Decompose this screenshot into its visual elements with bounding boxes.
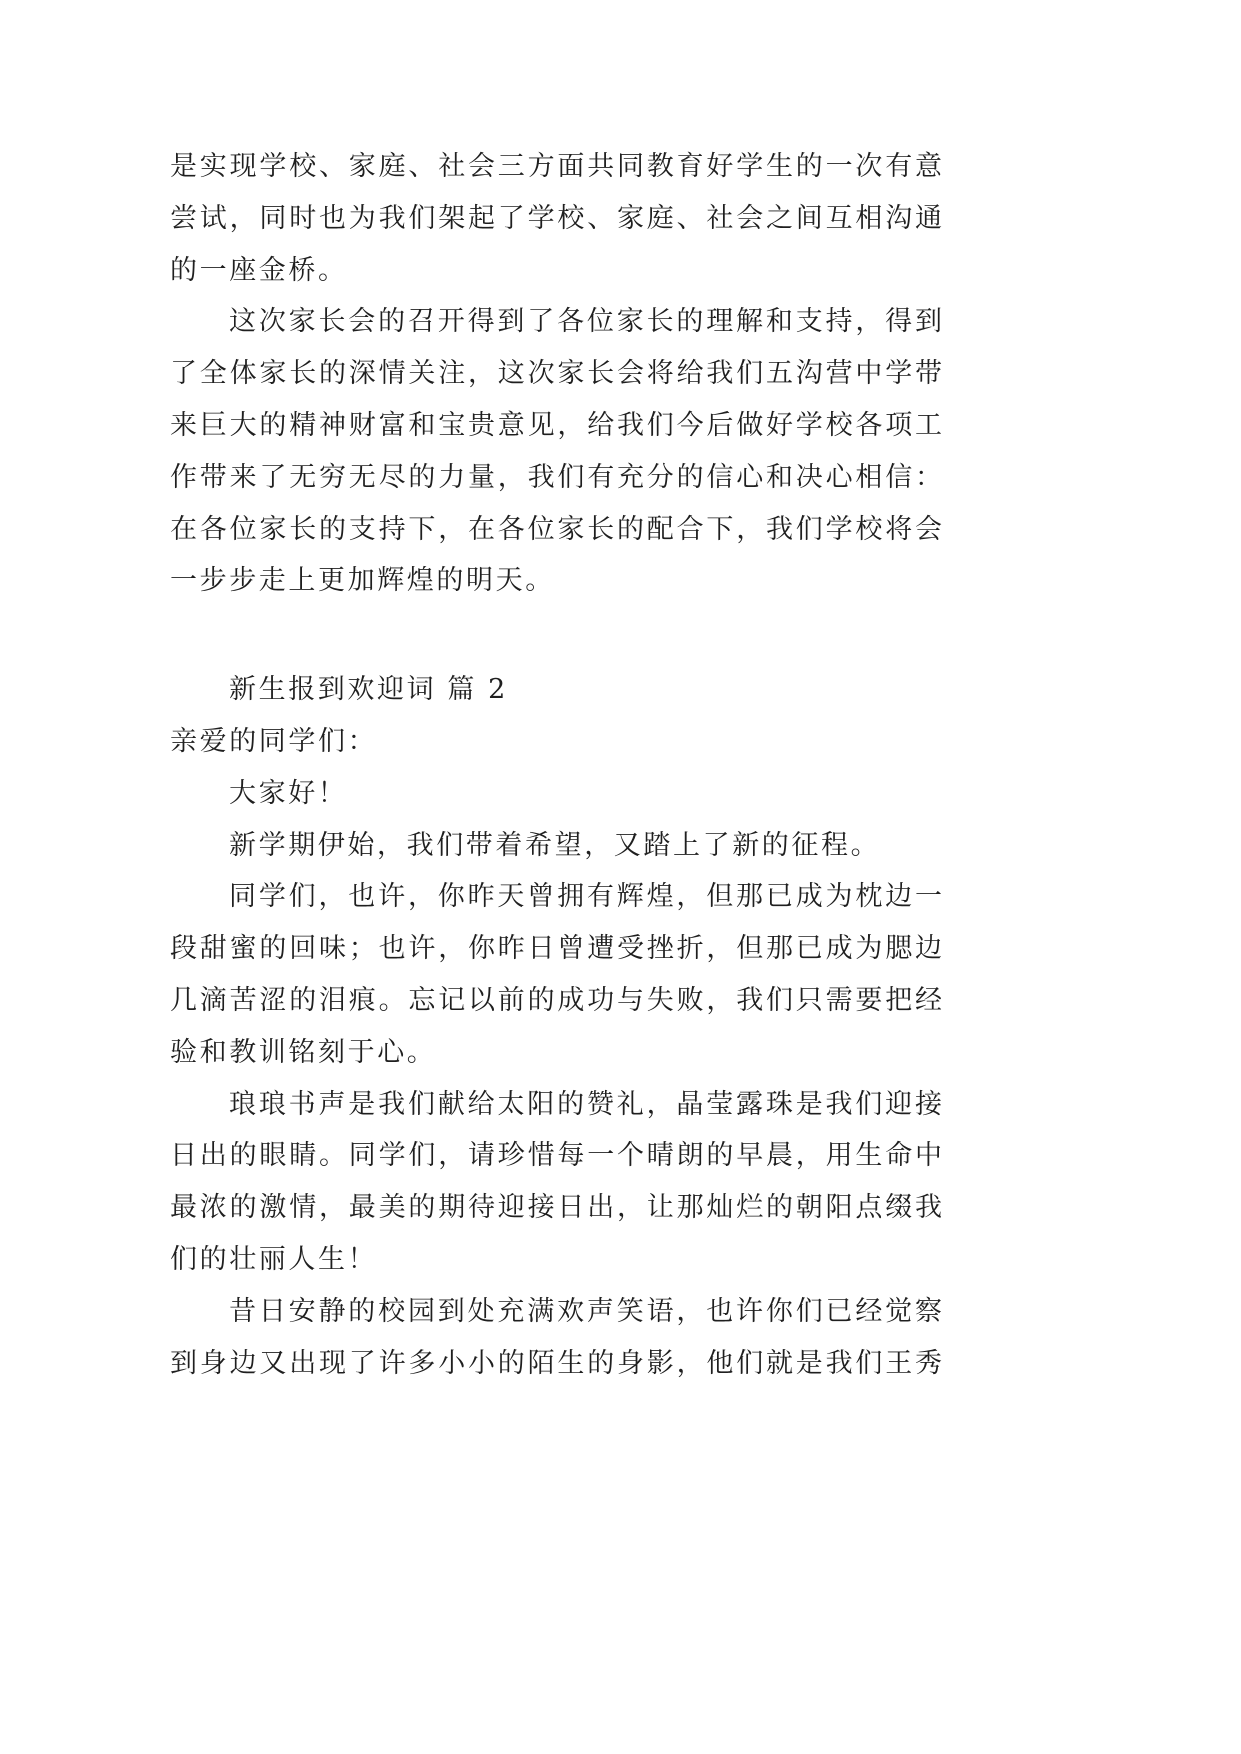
paragraph bbox=[170, 768, 942, 820]
text-line: 在各位家长的支持下，在各位家长的配合下，我们学校将会 bbox=[170, 513, 942, 545]
greeting-line: 大家好！ bbox=[229, 777, 348, 809]
paragraph bbox=[170, 871, 942, 1078]
section-spacer bbox=[170, 607, 942, 664]
text-line: 琅琅书声是我们献给太阳的赞礼，晶莹露珠是我们迎接 bbox=[229, 1088, 942, 1120]
text-line: 这次家长会的召开得到了各位家长的理解和支持，得到 bbox=[229, 306, 942, 338]
text-line: 们的壮丽人生！ bbox=[170, 1243, 378, 1275]
text-line: 到身边又出现了许多小小的陌生的身影，他们就是我们王秀 bbox=[170, 1347, 942, 1379]
salutation: 亲爱的同学们： bbox=[170, 725, 378, 757]
section-heading: 新生报到欢迎词 篇 2 bbox=[229, 674, 508, 706]
text-line: 新学期伊始，我们带着希望，又踏上了新的征程。 bbox=[229, 829, 881, 861]
text-line: 的一座金桥。 bbox=[170, 254, 348, 286]
text-line: 昔日安静的校园到处充满欢声笑语，也许你们已经觉察 bbox=[229, 1295, 942, 1327]
paragraph bbox=[170, 1079, 942, 1286]
paragraph bbox=[170, 1286, 942, 1390]
text-line: 最浓的激情，最美的期待迎接日出，让那灿烂的朝阳点缀我 bbox=[170, 1192, 942, 1224]
text-line: 是实现学校、家庭、社会三方面共同教育好学生的一次有意 bbox=[170, 151, 942, 182]
document-body bbox=[170, 141, 942, 1389]
paragraph bbox=[170, 820, 942, 872]
text-line: 尝试，同时也为我们架起了学校、家庭、社会之间互相沟通 bbox=[170, 202, 942, 234]
text-line: 验和教训铭刻于心。 bbox=[170, 1036, 437, 1068]
article bbox=[170, 664, 942, 1389]
text-line: 一步步走上更加辉煌的明天。 bbox=[170, 565, 555, 597]
paragraph bbox=[170, 141, 942, 296]
text-line: 段甜蜜的回味；也许，你昨日曾遭受挫折，但那已成为腮边 bbox=[170, 933, 942, 965]
text-line: 了全体家长的深情关注，这次家长会将给我们五沟营中学带 bbox=[170, 358, 942, 390]
text-line: 几滴苦涩的泪痕。忘记以前的成功与失败，我们只需要把经 bbox=[170, 984, 942, 1016]
text-line: 作带来了无穷无尽的力量，我们有充分的信心和决心相信： bbox=[170, 461, 942, 493]
paragraph bbox=[170, 296, 942, 607]
text-line: 日出的眼睛。同学们，请珍惜每一个晴朗的早晨，用生命中 bbox=[170, 1140, 942, 1172]
text-line: 来巨大的精神财富和宝贵意见，给我们今后做好学校各项工 bbox=[170, 409, 942, 441]
text-line: 同学们，也许，你昨天曾拥有辉煌，但那已成为枕边一 bbox=[229, 881, 942, 913]
